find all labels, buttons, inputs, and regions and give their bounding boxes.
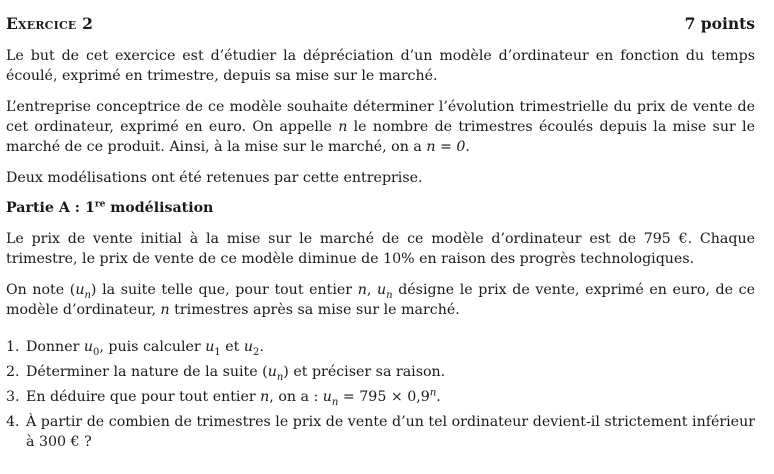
question-3: 3. En déduire que pour tout entier n, on a : $u_n = 795 \times 0,9^n$. — [6, 387, 441, 408]
part-a-paragraph-1: Le prix de vente initial à la mise sur le marché de ce modèle d’ordinateur est de 795 €. Chaque trimestre, le prix de vente de ce modèle diminue de 10% en raison des progrès technologiques. — [6, 231, 755, 267]
part-a-paragraph-2: On note $(u_n)$ la suite telle que, pour tout entier n, $u_n$ désigne le prix de vente, exprimé en euro, de ce modèle d’ordinateur, n trimestres après sa mise sur le marché. — [6, 282, 755, 318]
question-1: 1. Donner $u_0$, puis calculer $u_1$ et $u_2$. — [6, 339, 264, 358]
intro-paragraph-2: L’entreprise conceptrice de ce modèle souhaite déterminer l’évolution trimestrielle du prix de vente de cet ordinateur, exprimé en euro. On appelle n le nombre de trimestres écoulés depuis la mise sur le marché de ce produit. Ainsi, à la mise sur le marché, on a n = 0. — [6, 99, 755, 155]
exercise-header — [6, 14, 755, 34]
part-a-title: Partie A : 1re modélisation — [6, 199, 214, 216]
exercise-title: Exercice 2 — [6, 14, 94, 33]
exercise-points: 7 points — [684, 14, 755, 33]
intro-paragraph-1: Le but de cet exercice est d’étudier la dépréciation d’un modèle d’ordinateur en fonction du temps écoulé, exprimé en trimestre, depuis sa mise sur le marché. — [6, 48, 755, 84]
question-2: 2. Déterminer la nature de la suite $(u_n)$ et préciser sa raison. — [6, 364, 446, 383]
question-list — [6, 337, 755, 452]
exercise-page — [6, 14, 755, 457]
intro-paragraph-3: Deux modélisations ont été retenues par cette entreprise. — [6, 170, 423, 186]
question-4: 4. À partir de combien de trimestres le prix de vente d’un tel ordinateur devient-il strictement inférieur à 300 € ? — [6, 414, 755, 450]
